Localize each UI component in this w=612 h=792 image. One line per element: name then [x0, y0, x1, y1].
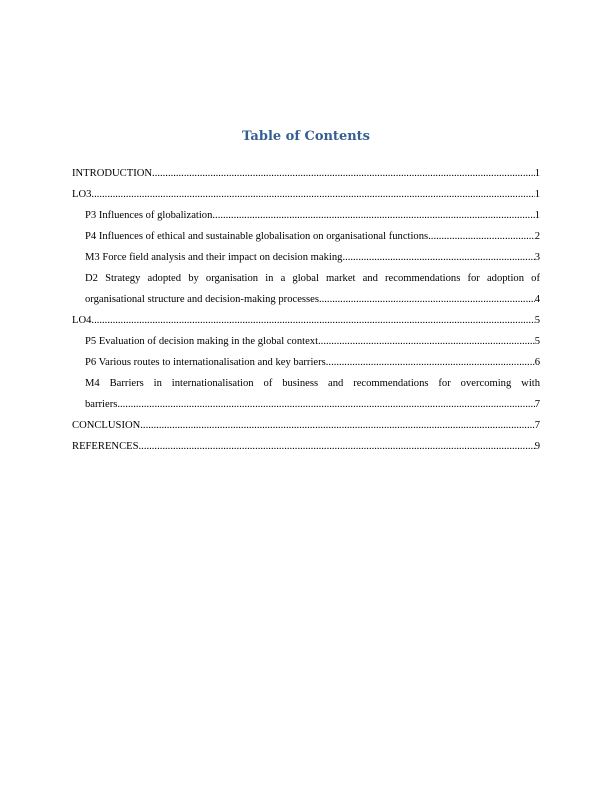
toc-entry-label: CONCLUSION [72, 420, 141, 431]
toc-entry-label: P6 Various routes to internationalisation and key barriers [85, 357, 326, 368]
toc-entry-p4[interactable] [72, 226, 540, 247]
dot-leader [319, 289, 535, 310]
dot-leader [212, 205, 534, 226]
toc-page-number: 5 [534, 336, 540, 347]
toc-entry-conclusion[interactable] [72, 415, 540, 436]
toc-entry-p6[interactable] [72, 352, 540, 373]
toc-entry-label: LO3 [72, 189, 92, 200]
toc-page-number: 1 [534, 168, 540, 179]
dot-leader [428, 226, 535, 247]
toc-entry-label: LO4 [72, 315, 92, 326]
toc-entry-label: REFERENCES [72, 441, 139, 452]
dot-leader [152, 163, 535, 184]
toc-page-number: 2 [534, 231, 540, 242]
toc-entry-label-line1: D2 Strategy adopted by organisation in a global market and recommendations for adoption of [85, 273, 540, 284]
table-of-contents [72, 163, 540, 457]
dot-leader [318, 331, 535, 352]
toc-page-number: 9 [534, 441, 540, 452]
toc-entry-label: INTRODUCTION [72, 168, 153, 179]
toc-entry-label: P3 Influences of globalization [85, 210, 213, 221]
dot-leader [91, 310, 534, 331]
toc-page-number: 7 [534, 399, 540, 410]
dot-leader [342, 247, 534, 268]
toc-entry-m4[interactable] [72, 373, 540, 415]
toc-page-number: 5 [534, 315, 540, 326]
toc-entry-p5[interactable] [72, 331, 540, 352]
toc-entry-p3[interactable] [72, 205, 540, 226]
toc-entry-label: M3 Force field analysis and their impact on decision making [85, 252, 343, 263]
toc-entry-label: P4 Influences of ethical and sustainable globalisation on organisational functions [85, 231, 429, 242]
toc-page-number: 4 [534, 294, 540, 305]
toc-entry-lo4[interactable] [72, 310, 540, 331]
toc-entry-lo3[interactable] [72, 184, 540, 205]
dot-leader [140, 415, 534, 436]
toc-page-number: 7 [534, 420, 540, 431]
toc-entry-label-line1: M4 Barriers in internationalisation of business and recommendations for overcoming with [85, 378, 540, 389]
toc-entry-label-line2: barriers [85, 399, 118, 410]
toc-entry-label-line2: organisational structure and decision-making processes [85, 294, 319, 305]
toc-page-number: 1 [534, 210, 540, 221]
dot-leader [326, 352, 535, 373]
toc-page-number: 6 [534, 357, 540, 368]
toc-entry-d2[interactable] [72, 268, 540, 310]
toc-entry-label: P5 Evaluation of decision making in the global context [85, 336, 319, 347]
toc-page-number: 1 [534, 189, 540, 200]
toc-heading: Table of Contents [242, 129, 370, 144]
dot-leader [91, 184, 534, 205]
toc-page-number: 3 [534, 252, 540, 263]
toc-entry-references[interactable] [72, 436, 540, 457]
dot-leader [117, 394, 534, 415]
toc-entry-introduction[interactable] [72, 163, 540, 184]
toc-entry-m3[interactable] [72, 247, 540, 268]
dot-leader [139, 436, 535, 457]
